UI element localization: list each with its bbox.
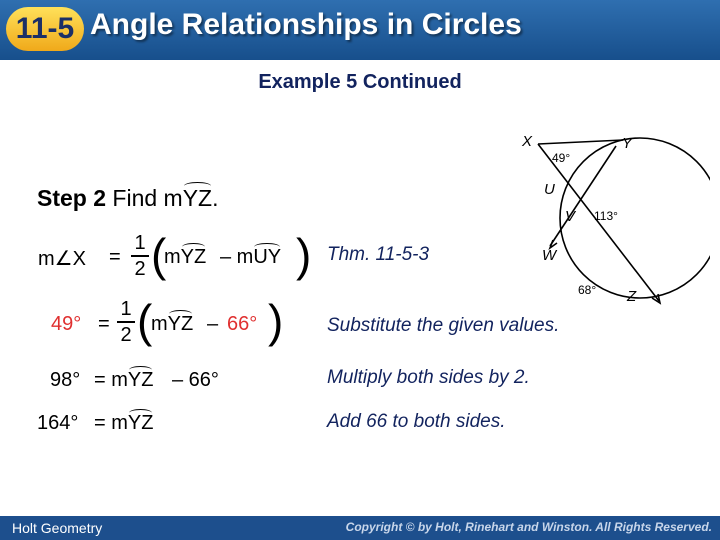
- point-y-label: Y: [622, 135, 633, 152]
- lhs-value: 164°: [37, 412, 79, 434]
- page-title: Angle Relationships in Circles: [90, 8, 522, 41]
- note-multiply: Multiply both sides by 2.: [327, 367, 530, 388]
- arc-yz: YZ: [180, 246, 207, 268]
- close-paren: ): [268, 295, 284, 347]
- step-instruction: [37, 185, 219, 212]
- open-paren: (: [137, 295, 153, 347]
- arc-term-2: – mUY: [220, 246, 282, 268]
- footer-course: Holt Geometry: [12, 520, 103, 536]
- lhs-angle-x: m∠X: [38, 248, 86, 270]
- angle-x-measure: 49°: [552, 151, 571, 165]
- minus-value: – 66°: [172, 369, 219, 391]
- arc-measure-113: 113°: [594, 209, 618, 223]
- arc-term-1: mYZ: [151, 313, 194, 335]
- denominator: 2: [120, 323, 132, 346]
- arc-measure-68: 68°: [578, 283, 597, 297]
- close-paren: ): [296, 229, 312, 281]
- equals-sign: =: [109, 246, 121, 268]
- arc-term: = mYZ: [94, 412, 154, 434]
- minus-sign: –: [207, 313, 219, 335]
- step-end: .: [212, 185, 219, 211]
- arrow-z: [652, 294, 660, 303]
- step-text: Find m: [112, 185, 183, 211]
- circle-shape: [560, 138, 710, 298]
- point-z-label: Z: [627, 288, 637, 305]
- arc-yz: YZ: [182, 185, 213, 211]
- numerator: 1: [134, 232, 146, 254]
- given-angle-x: 49°: [51, 313, 82, 335]
- denominator: 2: [134, 257, 146, 280]
- lhs-value: 98°: [50, 369, 81, 391]
- circle-diagram: [512, 128, 710, 310]
- point-w-label: W: [542, 247, 557, 264]
- open-paren: (: [151, 229, 167, 281]
- example-subtitle: Example 5 Continued: [258, 71, 462, 93]
- numerator: 1: [120, 298, 132, 320]
- arc-yz: YZ: [167, 313, 194, 335]
- point-x-label: X: [522, 133, 533, 150]
- arc-yz: YZ: [127, 369, 154, 391]
- lesson-number: 11-5: [15, 12, 75, 45]
- arc-term: = mYZ: [94, 369, 154, 391]
- note-substitute: Substitute the given values.: [327, 315, 560, 336]
- note-add: Add 66 to both sides.: [327, 411, 506, 432]
- fraction-half: [117, 298, 135, 346]
- fraction-half: [131, 232, 149, 280]
- arc-yz: YZ: [127, 412, 154, 434]
- arc-term-1: mYZ: [164, 246, 207, 268]
- footer-copyright: Copyright © by Holt, Rinehart and Winston. All Rights Reserved.: [345, 520, 712, 534]
- arc-uy: UY: [253, 246, 282, 268]
- given-arc-uy: 66°: [227, 313, 258, 335]
- note-theorem: Thm. 11-5-3: [327, 244, 430, 265]
- equals-sign: =: [98, 313, 110, 335]
- point-v-label: V: [565, 208, 576, 225]
- step-label: Step 2: [37, 185, 107, 211]
- point-u-label: U: [544, 181, 555, 198]
